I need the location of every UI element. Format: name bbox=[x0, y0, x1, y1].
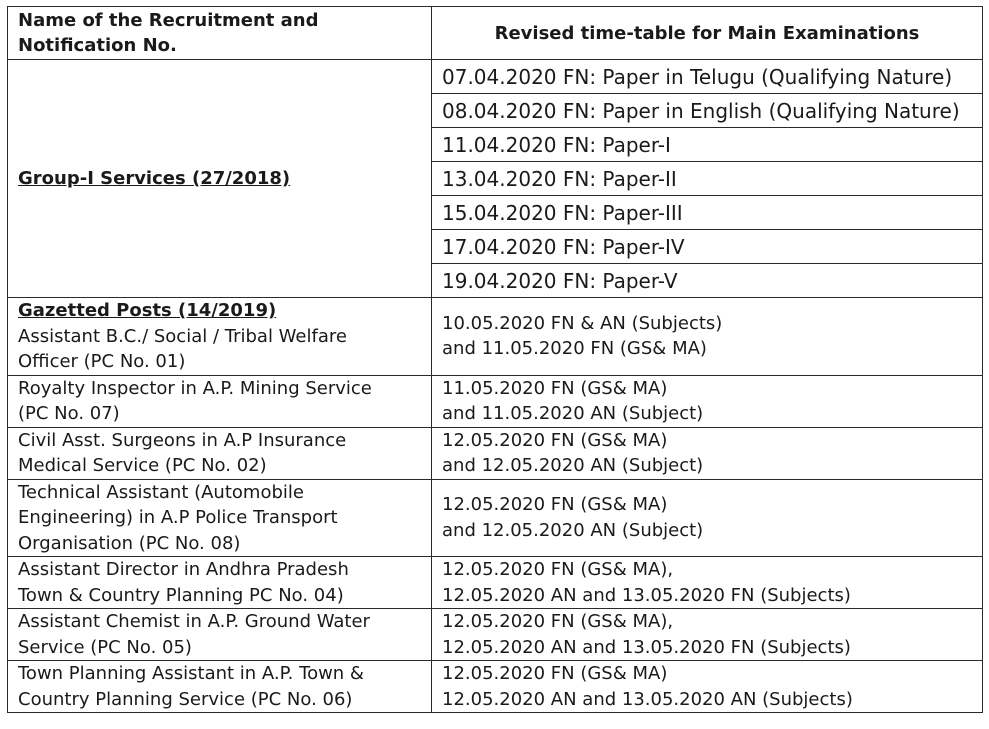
table-row bbox=[8, 60, 983, 94]
table-row bbox=[8, 661, 983, 713]
schedule-cell: 12.05.2020 FN (GS& MA) and 12.05.2020 AN (Subject) bbox=[432, 479, 983, 557]
schedule-cell: 10.05.2020 FN & AN (Subjects) and 11.05.2020 FN (GS& MA) bbox=[432, 298, 983, 376]
table-row bbox=[8, 298, 983, 376]
table-row bbox=[8, 479, 983, 557]
schedule-cell: 13.04.2020 FN: Paper-II bbox=[432, 162, 983, 196]
post-name-cell: Technical Assistant (Automobile Engineering) in A.P Police Transport Organisation (PC No. 08) bbox=[8, 479, 432, 557]
gazetted-heading: Gazetted Posts (14/2019) bbox=[18, 300, 277, 321]
schedule-cell: 15.04.2020 FN: Paper-III bbox=[432, 196, 983, 230]
post-name-cell: Gazetted Posts (14/2019) Assistant B.C./ Social / Tribal Welfare Officer (PC No. 01) bbox=[8, 298, 432, 376]
schedule-cell: 11.05.2020 FN (GS& MA) and 11.05.2020 AN (Subject) bbox=[432, 375, 983, 427]
schedule-cell: 07.04.2020 FN: Paper in Telugu (Qualifying Nature) bbox=[432, 60, 983, 94]
schedule-cell: 19.04.2020 FN: Paper-V bbox=[432, 264, 983, 298]
table-row bbox=[8, 375, 983, 427]
table-row bbox=[8, 609, 983, 661]
schedule-cell: 12.05.2020 FN (GS& MA) 12.05.2020 AN and 13.05.2020 AN (Subjects) bbox=[432, 661, 983, 713]
exam-timetable bbox=[7, 6, 983, 713]
post-name-cell: Assistant Director in Andhra Pradesh Town & Country Planning PC No. 04) bbox=[8, 557, 432, 609]
post-name-cell: Assistant Chemist in A.P. Ground Water Service (PC No. 05) bbox=[8, 609, 432, 661]
header-revised-timetable: Revised time-table for Main Examinations bbox=[432, 7, 983, 60]
schedule-cell: 17.04.2020 FN: Paper-IV bbox=[432, 230, 983, 264]
schedule-cell: 11.04.2020 FN: Paper-I bbox=[432, 128, 983, 162]
table-row bbox=[8, 427, 983, 479]
schedule-cell: 12.05.2020 FN (GS& MA), 12.05.2020 AN and 13.05.2020 FN (Subjects) bbox=[432, 609, 983, 661]
post-name-cell: Town Planning Assistant in A.P. Town & Country Planning Service (PC No. 06) bbox=[8, 661, 432, 713]
group1-name: Group-I Services (27/2018) bbox=[8, 60, 432, 298]
schedule-cell: 08.04.2020 FN: Paper in English (Qualifying Nature) bbox=[432, 94, 983, 128]
post-name-cell: Royalty Inspector in A.P. Mining Service (PC No. 07) bbox=[8, 375, 432, 427]
schedule-cell: 12.05.2020 FN (GS& MA) and 12.05.2020 AN (Subject) bbox=[432, 427, 983, 479]
header-row bbox=[8, 7, 983, 60]
schedule-cell: 12.05.2020 FN (GS& MA), 12.05.2020 AN and 13.05.2020 FN (Subjects) bbox=[432, 557, 983, 609]
header-recruitment-name: Name of the Recruitment and Notification No. bbox=[8, 7, 432, 60]
post-name-cell: Civil Asst. Surgeons in A.P Insurance Medical Service (PC No. 02) bbox=[8, 427, 432, 479]
table-row bbox=[8, 557, 983, 609]
